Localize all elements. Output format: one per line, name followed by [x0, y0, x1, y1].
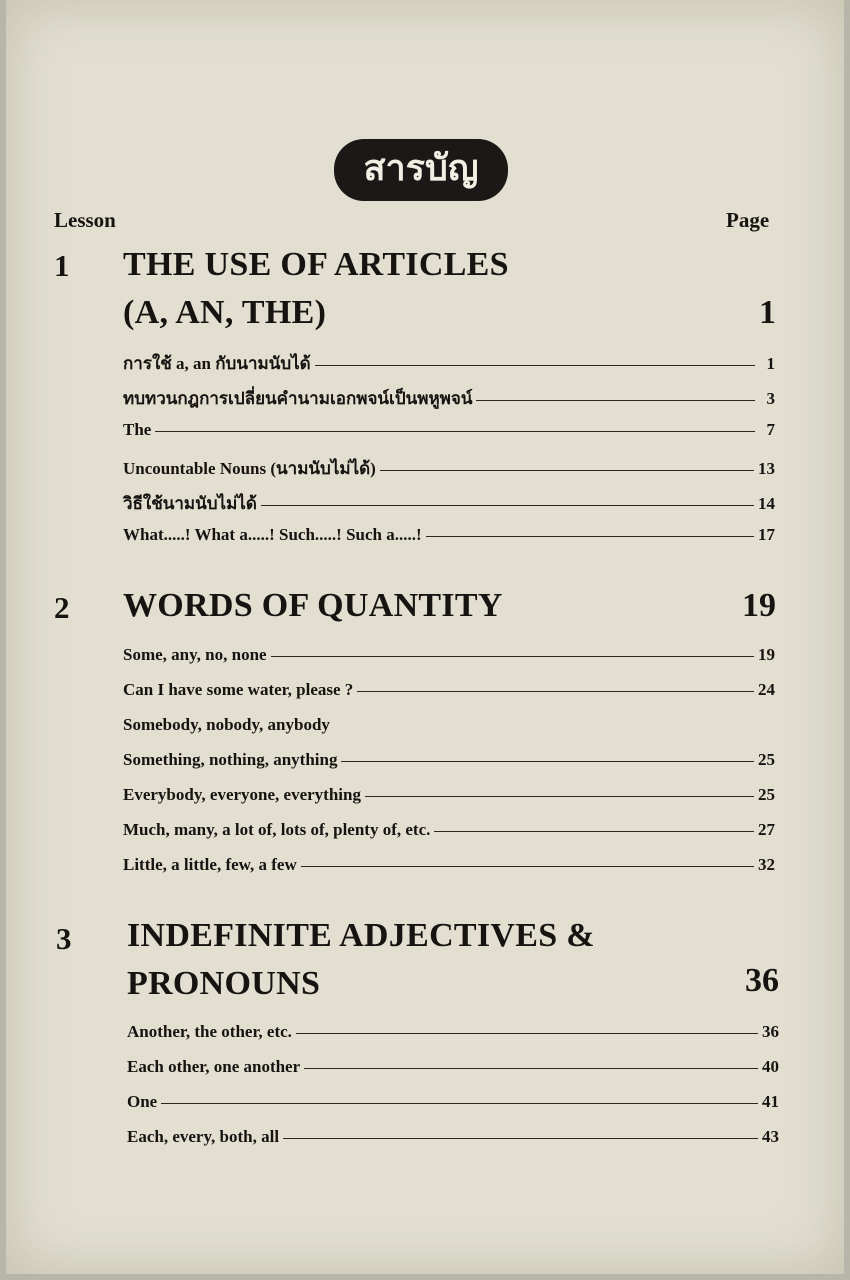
page-column-header: Page [726, 208, 770, 232]
toc-entry-page: 19 [758, 645, 775, 664]
lesson-title-line: INDEFINITE ADJECTIVES & [127, 917, 595, 954]
toc-entry-page: 17 [758, 525, 775, 544]
toc-entry-label: Much, many, a lot of, lots of, plenty of, etc. [123, 820, 431, 839]
toc-entry[interactable] [127, 1057, 779, 1083]
toc-entry[interactable] [123, 855, 775, 881]
toc-entry-page: 13 [758, 459, 775, 478]
toc-entry[interactable] [127, 1127, 779, 1153]
leader-line [161, 1103, 758, 1104]
page-title: สารบัญ [334, 139, 508, 201]
toc-entry-page: 14 [758, 494, 775, 513]
toc-entry[interactable] [123, 750, 775, 776]
toc-entry[interactable] [123, 645, 775, 671]
lesson-column-header: Lesson [54, 208, 116, 232]
toc-entry[interactable] [123, 525, 775, 551]
lesson-title-line: PRONOUNS [127, 965, 321, 1002]
toc-entry-label: การใช้ a, an กับนามนับได้ [123, 354, 311, 373]
toc-entry-page: 1 [766, 354, 775, 373]
lesson-number: 3 [56, 921, 72, 956]
leader-line [315, 365, 755, 366]
toc-entry-page: 32 [758, 855, 775, 874]
toc-entry-label: One [127, 1092, 158, 1111]
toc-entry-page: 3 [766, 389, 775, 408]
toc-entry[interactable] [123, 715, 775, 741]
leader-line [301, 866, 754, 867]
toc-entry-page: 7 [766, 420, 775, 439]
leader-line [476, 400, 755, 401]
book-page [6, 0, 844, 1274]
toc-entry-page: 25 [758, 785, 775, 804]
lesson-title-line: (A, AN, THE) [123, 294, 327, 331]
leader-line [380, 470, 754, 471]
toc-entry-page: 43 [762, 1127, 779, 1146]
leader-line [296, 1033, 758, 1034]
toc-entry-label: Everybody, everyone, everything [123, 785, 361, 804]
toc-entry-label: Some, any, no, none [123, 645, 267, 664]
toc-entry-page: 40 [762, 1057, 779, 1076]
lesson-number: 1 [54, 248, 70, 283]
leader-line [271, 656, 754, 657]
toc-entry-page: 24 [758, 680, 775, 699]
toc-entry-page: 27 [758, 820, 775, 839]
toc-entry-label: Somebody, nobody, anybody [123, 715, 330, 734]
toc-entry[interactable] [123, 420, 775, 446]
toc-entry-label: Another, the other, etc. [127, 1022, 292, 1041]
toc-entry-page: 41 [762, 1092, 779, 1111]
leader-line [357, 691, 754, 692]
toc-entry-label: What.....! What a.....! Such.....! Such a.....! [123, 525, 422, 544]
lesson-page-number: 36 [745, 962, 779, 999]
toc-entry-label: วิธีใช้นามนับไม่ได้ [123, 494, 257, 513]
toc-entry-label: Something, nothing, anything [123, 750, 338, 769]
leader-line [434, 831, 754, 832]
lesson-number: 2 [54, 590, 70, 625]
leader-line [155, 431, 755, 432]
lesson-page-number: 1 [759, 294, 776, 331]
toc-entry-label: Each, every, both, all [127, 1127, 280, 1146]
toc-entry[interactable] [123, 490, 775, 516]
leader-line [341, 761, 754, 762]
toc-entry-label: ทบทวนกฎการเปลี่ยนคำนามเอกพจน์เป็นพหูพจน์ [123, 389, 473, 408]
toc-entry[interactable] [123, 385, 775, 411]
lesson-page-number: 19 [742, 587, 776, 624]
toc-entry-page: 25 [758, 750, 775, 769]
toc-entry-label: The [123, 420, 152, 439]
toc-entry-label: Uncountable Nouns (นามนับไม่ได้) [123, 459, 376, 478]
toc-entry[interactable] [123, 820, 775, 846]
toc-entry-page: 36 [762, 1022, 779, 1041]
leader-line [283, 1138, 758, 1139]
toc-entry[interactable] [127, 1092, 779, 1118]
toc-entry[interactable] [123, 455, 775, 481]
toc-entry-label: Little, a little, few, a few [123, 855, 297, 874]
leader-line [426, 536, 754, 537]
leader-line [365, 796, 754, 797]
leader-line [261, 505, 754, 506]
toc-entry[interactable] [123, 350, 775, 376]
lesson-title-line: THE USE OF ARTICLES [123, 246, 509, 283]
lesson-title-line: WORDS OF QUANTITY [123, 587, 503, 624]
toc-entry[interactable] [123, 785, 775, 811]
leader-line [304, 1068, 758, 1069]
toc-entry[interactable] [127, 1022, 779, 1048]
toc-entry[interactable] [123, 680, 775, 706]
toc-entry-label: Each other, one another [127, 1057, 301, 1076]
toc-entry-label: Can I have some water, please ? [123, 680, 354, 699]
